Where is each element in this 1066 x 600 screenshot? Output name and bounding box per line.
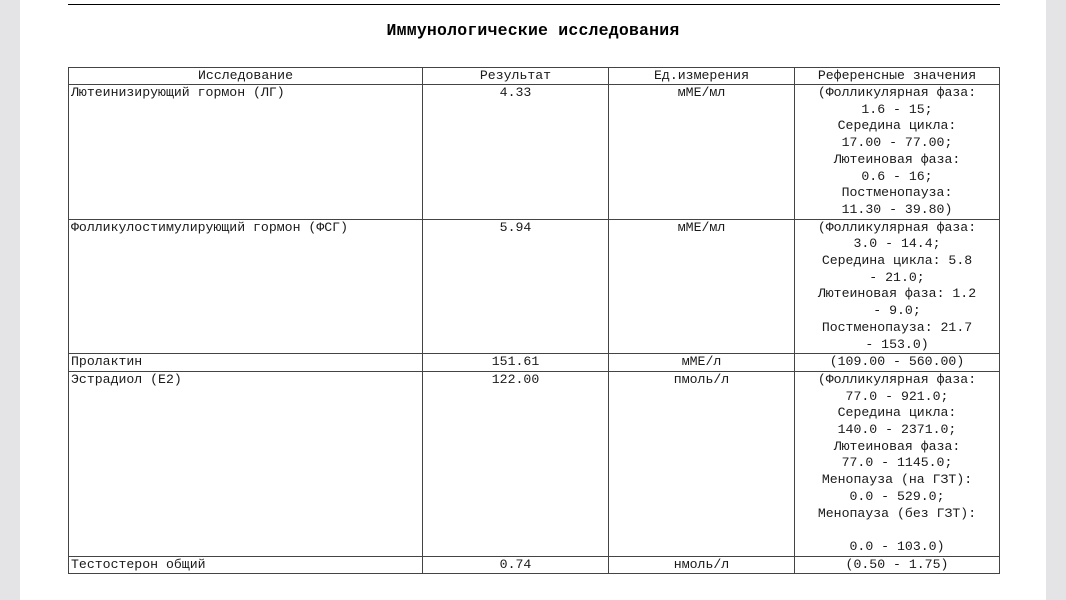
test-name: Тестостерон общий	[69, 556, 423, 574]
table-row	[69, 85, 1000, 220]
table-header-row	[69, 68, 1000, 85]
header-result: Результат	[423, 68, 609, 85]
reference-line: - 9.0;	[873, 303, 921, 319]
reference-line: Середина цикла:	[837, 118, 957, 134]
reference-line: 11.30 - 39.80)	[841, 201, 953, 217]
reference-line: 3.0 - 14.4;	[853, 236, 941, 252]
reference-range	[795, 354, 1000, 372]
test-unit: мМЕ/л	[609, 354, 795, 372]
top-divider	[68, 4, 1000, 5]
test-unit: пмоль/л	[609, 371, 795, 556]
reference-line: 77.0 - 1145.0;	[841, 455, 953, 471]
reference-range	[795, 371, 1000, 556]
reference-line: Середина цикла:	[837, 405, 957, 421]
reference-range	[795, 556, 1000, 574]
reference-line: Лютеиновая фаза: 1.2	[817, 286, 977, 302]
test-result: 0.74	[423, 556, 609, 574]
reference-line	[797, 522, 997, 539]
table-row	[69, 354, 1000, 372]
test-result: 5.94	[423, 219, 609, 354]
test-result: 4.33	[423, 85, 609, 220]
reference-line: 77.0 - 921.0;	[845, 388, 949, 404]
test-result: 122.00	[423, 371, 609, 556]
test-name: Лютеинизирующий гормон (ЛГ)	[69, 85, 423, 220]
test-name: Эстрадиол (Е2)	[69, 371, 423, 556]
section-title: Иммунологические исследования	[386, 21, 680, 40]
test-unit: мМЕ/мл	[609, 85, 795, 220]
test-unit: мМЕ/мл	[609, 219, 795, 354]
test-unit: нмоль/л	[609, 556, 795, 574]
table-row	[69, 219, 1000, 354]
reference-line: Лютеиновая фаза:	[833, 438, 961, 454]
reference-range	[795, 85, 1000, 220]
header-study: Исследование	[69, 68, 423, 85]
reference-line: (109.00 - 560.00)	[829, 354, 965, 370]
reference-line: - 153.0)	[865, 336, 929, 352]
table-row	[69, 556, 1000, 574]
reference-line: Менопауза (на ГЗТ):	[821, 472, 973, 488]
results-table	[68, 67, 1000, 574]
reference-line: (0.50 - 1.75)	[845, 556, 949, 572]
reference-line: (Фолликулярная фаза:	[817, 371, 977, 387]
document-page	[20, 0, 1046, 600]
reference-line: 17.00 - 77.00;	[841, 135, 953, 151]
test-result: 151.61	[423, 354, 609, 372]
reference-line: Середина цикла: 5.8	[821, 253, 973, 269]
reference-range	[795, 219, 1000, 354]
reference-line: 1.6 - 15;	[861, 101, 933, 117]
reference-line: Менопауза (без ГЗТ):	[817, 505, 977, 521]
reference-line: (Фолликулярная фаза:	[817, 85, 977, 100]
reference-line: (Фолликулярная фаза:	[817, 219, 977, 235]
reference-line: 140.0 - 2371.0;	[837, 422, 957, 438]
test-name: Фолликулостимулирующий гормон (ФСГ)	[69, 219, 423, 354]
reference-line: Постменопауза:	[841, 185, 953, 201]
reference-line: - 21.0;	[869, 269, 925, 285]
reference-line: 0.0 - 103.0)	[849, 538, 945, 554]
reference-line: Постменопауза: 21.7	[821, 319, 973, 335]
reference-line: 0.0 - 529.0;	[849, 488, 945, 504]
header-reference: Референсные значения	[795, 68, 1000, 85]
table-row	[69, 371, 1000, 556]
reference-line: 0.6 - 16;	[861, 168, 933, 184]
reference-line: Лютеиновая фаза:	[833, 151, 961, 167]
test-name: Пролактин	[69, 354, 423, 372]
header-unit: Ед.измерения	[609, 68, 795, 85]
